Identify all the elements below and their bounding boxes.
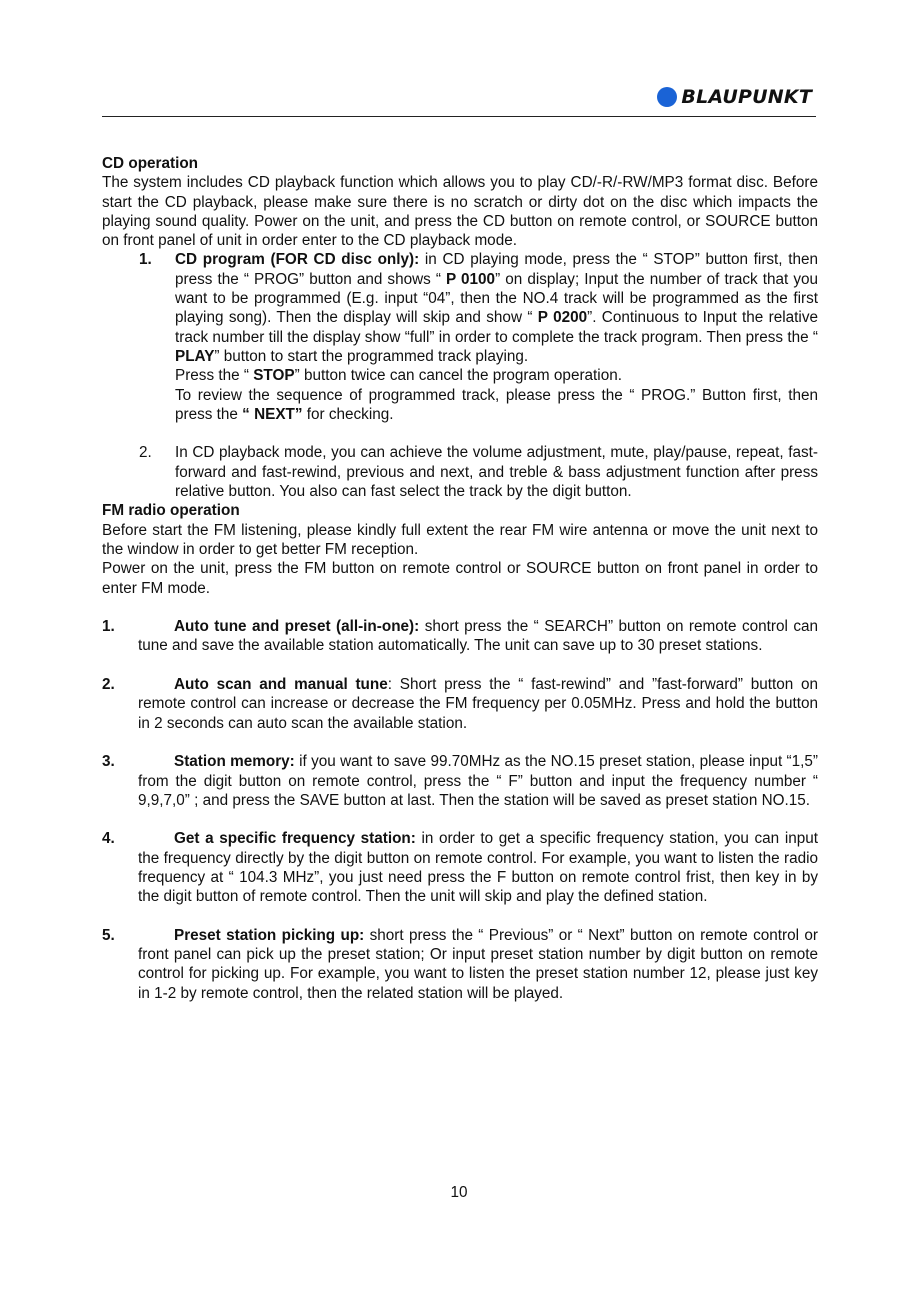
display-code-p0100: P 0100 bbox=[446, 270, 496, 288]
brand-name: BLAUPUNKT bbox=[681, 86, 812, 108]
cd-item-1 bbox=[102, 250, 818, 424]
brand-logo bbox=[657, 86, 812, 108]
fm-item-5: 5. Preset station picking up: short press the “ Previous” or “ Next” button on remote control or front panel can pick up the preset station; Or input preset station number by digit button on remote control for picking up. For example, you want to listen the preset station number 12, please just key in 1-2 by remote control, then the related station will be played. bbox=[102, 926, 818, 1002]
cd-item-1-title: CD program (FOR CD disc only): bbox=[175, 251, 420, 269]
page-content bbox=[102, 154, 818, 1003]
fm-item-5-number: 5. bbox=[102, 926, 115, 944]
display-code-p0200: P 0200 bbox=[537, 309, 588, 327]
cd-item-1-number: 1. bbox=[139, 251, 152, 269]
play-keyword: PLAY bbox=[175, 347, 215, 365]
fm-item-3-number: 3. bbox=[102, 753, 115, 771]
fm-item-3: 3. Station memory: if you want to save 99.70MHz as the NO.15 preset station, please input “1,5” from the digit button on remote control, press the “ F” button and input the frequency number “ 9,9,7,0” ; and press the SAVE button at last. Then the station will be saved as preset station NO.15. bbox=[102, 753, 818, 809]
fm-item-2-title: Auto scan and manual tune bbox=[174, 676, 388, 694]
page-number: 10 bbox=[450, 1184, 468, 1201]
fm-item-3-title: Station memory: bbox=[174, 753, 295, 771]
fm-section-title: FM radio operation bbox=[102, 502, 240, 520]
fm-item-2-number: 2. bbox=[102, 676, 115, 694]
fm-item-1: 1. Auto tune and preset (all-in-one): short press the “ SEARCH” button on remote control can tune and save the available station automatically. The unit can save up to 30 preset stations. bbox=[102, 618, 818, 655]
cd-item-2 bbox=[102, 443, 818, 501]
fm-item-5-title: Preset station picking up: bbox=[174, 926, 365, 944]
fm-intro-2: Power on the unit, press the FM button on remote control or SOURCE button on front panel in order to enter FM mode. bbox=[102, 560, 818, 597]
fm-intro-1: Before start the FM listening, please kindly full extent the rear FM wire antenna or move the unit next to the window in order to get better FM reception. bbox=[102, 521, 818, 558]
cd-section-title: CD operation bbox=[102, 155, 199, 172]
fm-item-1-title: Auto tune and preset (all-in-one): bbox=[174, 618, 420, 636]
fm-item-1-number: 1. bbox=[102, 618, 115, 636]
cd-item-2-body: In CD playback mode, you can achieve the volume adjustment, mute, play/pause, repeat, fast-forward and fast-rewind, previous and next, and treble & bass adjustment function after press relative button. You also can fast select the track by the digit button. bbox=[175, 444, 818, 501]
next-keyword: “ NEXT” bbox=[242, 405, 303, 423]
cd-item-1-body: CD program (FOR CD disc only): in CD playing mode, press the “ STOP” button first, then press the “ PROG” button and shows “ P 0100” on display; Input the number of track that you want to be programmed (E.g. input “04”, then the NO.4 track will be programmed as the first playing song). Then the display will skip and show “ P 0200”. Continuous to Input the relative track number till the display show “full” in order to complete the track program. Then press the “ PLAY” button to start the programmed track playing. Press the “ STOP” button twice can cancel the program operation. To review the sequence of programmed track, please press the “ PROG.” Button first, then press the “ NEXT” for checking. bbox=[175, 251, 818, 423]
fm-item-4: 4. Get a specific frequency station: in order to get a specific frequency station, you can input the frequency directly by the digit button on remote control. For example, you want to listen the radio frequency at “ 104.3 MHz”, you just need press the F button on remote control frist, then key in by the digit button of remote control. Then the unit will skip and play the defined station. bbox=[102, 830, 818, 906]
fm-item-4-title: Get a specific frequency station: bbox=[174, 830, 416, 848]
cd-intro: The system includes CD playback function which allows you to play CD/-R/-RW/MP3 format disc. Before start the CD playback, please make sure there is no scratch or dirty dot on the disc which impacts the playing sound quality. Power on the unit, and press the CD button on remote control, or SOURCE button on front panel of unit in order enter to the CD playback mode. bbox=[102, 174, 818, 250]
brand-dot-icon bbox=[657, 87, 677, 107]
stop-keyword: STOP bbox=[253, 367, 295, 385]
page-header bbox=[102, 84, 816, 117]
fm-item-2: 2. Auto scan and manual tune: Short press the “ fast-rewind” and ”fast-forward” button on remote control can increase or decrease the FM frequency per 0.05MHz. Press and hold the button in 2 seconds can auto scan the available station. bbox=[102, 676, 819, 732]
fm-item-4-number: 4. bbox=[102, 830, 115, 848]
cd-item-2-number: 2. bbox=[139, 444, 152, 462]
